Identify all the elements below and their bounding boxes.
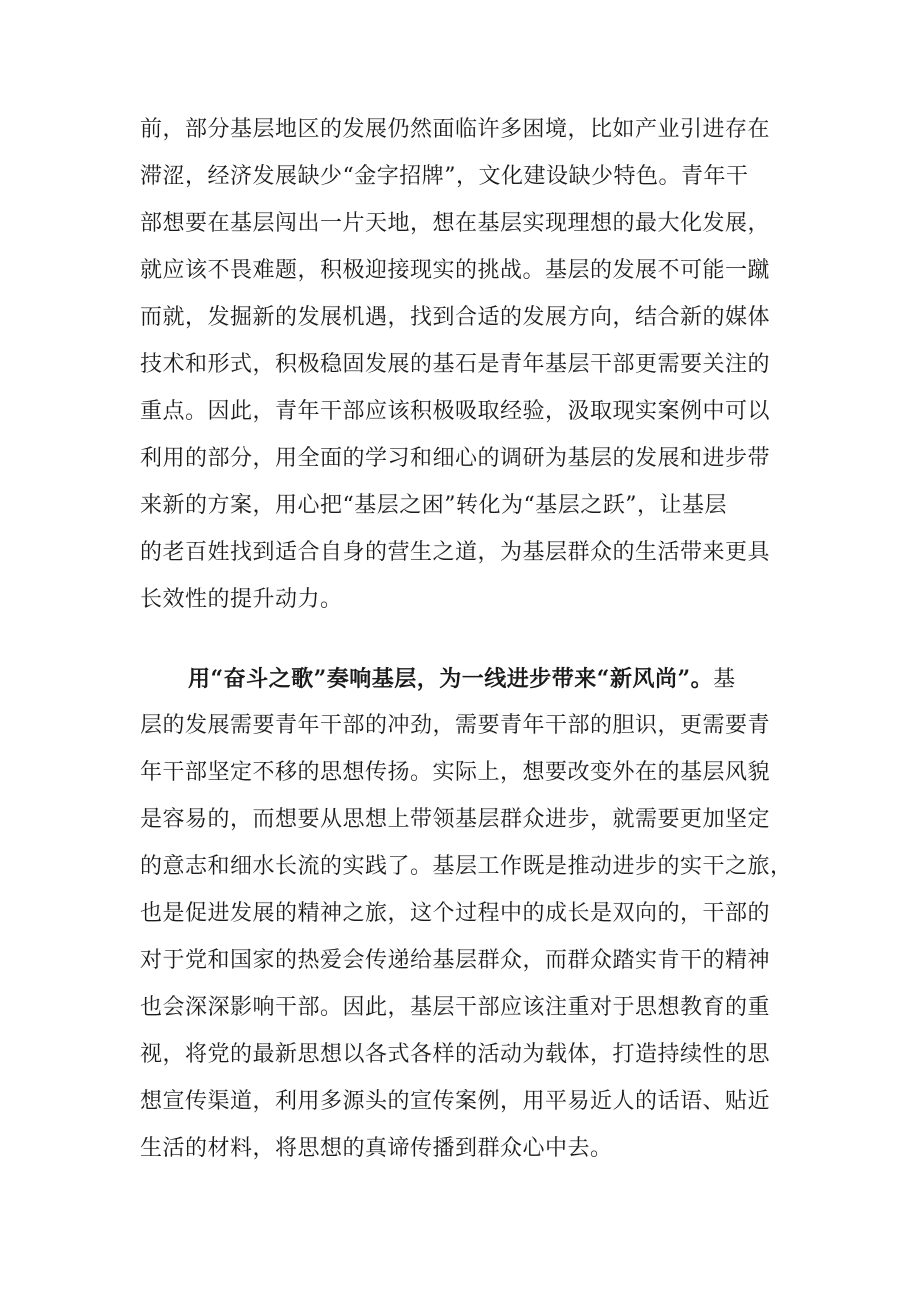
paragraph-2-line-9: 视，将党的最新思想以各式各样的活动为载体，打造持续性的思 [140,1042,771,1067]
paragraph-1-line-4: 就应该不畏难题，积极迎接现实的挑战。基层的发展不可能一蹴 [140,258,771,283]
paragraph-2-first-line-rest: 基 [713,667,736,692]
paragraph-2-line-11: 生活的材料，将思想的真谛传播到群众心中去。 [140,1136,613,1161]
paragraph-2-line-10: 想宣传渠道，利用多源头的宣传案例，用平易近人的话语、贴近 [140,1089,771,1114]
paragraph-1-line-6: 技术和形式，积极稳固发展的基石是青年基层干部更需要关注的 [140,352,771,377]
paragraph-1-line-7: 重点。因此，青年干部应该积极吸取经验，汲取现实案例中可以 [140,399,771,424]
paragraph-2-line-4: 是容易的，而想要从思想上带领基层群众进步，就需要更加坚定 [140,807,771,832]
paragraph-2-heading: 用“奋斗之歌”奏响基层，为一线进步带来“新风尚”。 [188,666,714,692]
paragraph-2-line-1 [188,661,800,697]
paragraph-2-line-8: 也会深深影响干部。因此，基层干部应该注重对于思想教育的重 [140,995,771,1020]
paragraph-2-line-2: 层的发展需要青年干部的冲劲，需要青年干部的胆识，更需要青 [140,713,771,738]
paragraph-2-line-7: 对于党和国家的热爱会传递给基层群众，而群众踏实肯干的精神 [140,948,771,973]
paragraph-1-line-1: 前，部分基层地区的发展仍然面临许多困境，比如产业引进存在 [140,117,771,142]
paragraph-1-line-10: 的老百姓找到适合自身的营生之道，为基层群众的生活带来更具 [140,540,771,565]
paragraph-2-line-3: 年干部坚定不移的思想传扬。实际上，想要改变外在的基层风貌 [140,760,771,785]
paragraph-1-line-9: 来新的方案，用心把“基层之困”转化为“基层之跃”，让基层 [140,493,727,518]
paragraph-1-line-3: 部想要在基层闯出一片天地，想在基层实现理想的最大化发展， [140,211,771,236]
paragraph-1-line-2: 滞涩，经济发展缺少“金字招牌”，文化建设缺少特色。青年干 [140,164,749,189]
paragraph-2-line-6: 也是促进发展的精神之旅，这个过程中的成长是双向的，干部的 [140,901,771,926]
paragraph-1-line-11: 长效性的提升动力。 [140,587,343,612]
paragraph-1-line-8: 利用的部分，用全面的学习和细心的调研为基层的发展和进步带 [140,446,771,471]
paragraph-1-line-5: 而就，发掘新的发展机遇，找到合适的发展方向，结合新的媒体 [140,305,771,330]
paragraph-2-line-5: 的意志和细水长流的实践了。基层工作既是推动进步的实干之旅， [140,854,793,879]
